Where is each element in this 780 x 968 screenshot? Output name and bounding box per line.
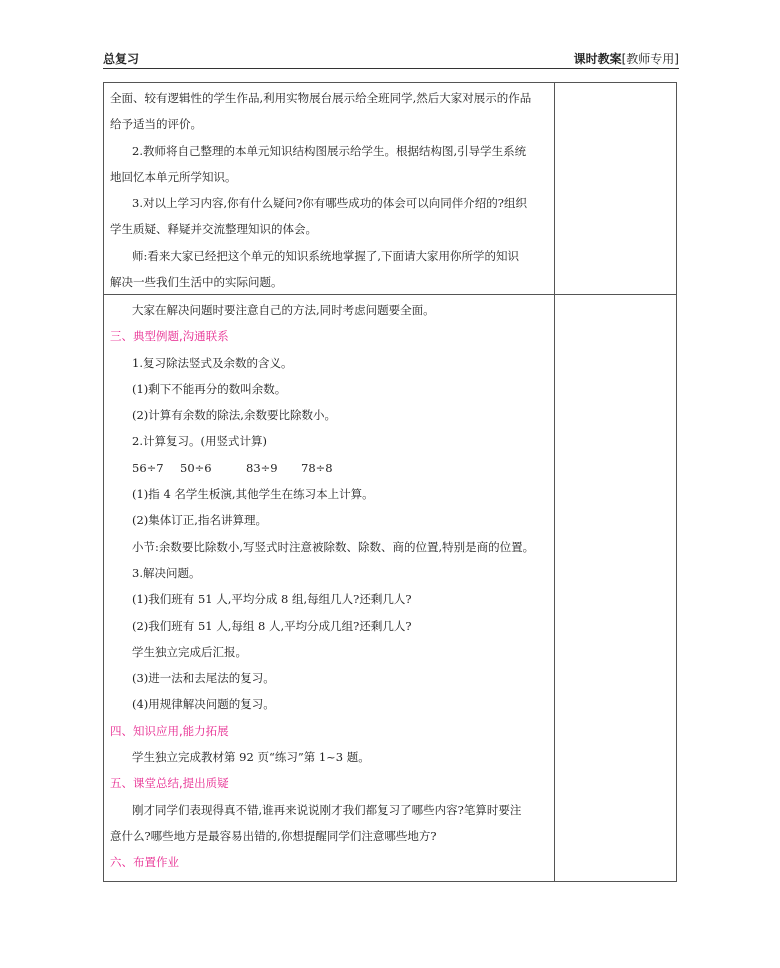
header-right-title [574, 50, 679, 67]
text-line: 3.解决问题。 [132, 565, 201, 580]
text-line: (2)计算有余数的除法,余数要比除数小。 [132, 408, 336, 423]
text-line: (2)集体订正,指名讲算理。 [132, 513, 267, 528]
section-heading-6: 六、布置作业 [110, 855, 179, 870]
calc-item: 56÷7 [132, 460, 164, 475]
text-line: (1)我们班有 51 人,平均分成 8 组,每组几人?还剩几人? [132, 592, 412, 607]
text-line: (3)进一法和去尾法的复习。 [132, 671, 275, 686]
lesson-table [103, 82, 677, 882]
text-line: 学生独立完成后汇报。 [132, 644, 247, 659]
text-line: (4)用规律解决问题的复习。 [132, 697, 275, 712]
header-lesson-plan: 课时教案 [573, 52, 622, 66]
page-header [103, 50, 679, 66]
calc-item: 50÷6 [180, 460, 212, 475]
text-line: 2.计算复习。(用竖式计算) [132, 434, 267, 449]
text-line: 地回忆本单元所学知识。 [110, 169, 237, 184]
text-line: 意什么?哪些地方是最容易出错的,你想提醒同学们注意哪些地方? [110, 828, 437, 843]
text-line: (2)我们班有 51 人,每组 8 人,平均分成几组?还剩几人? [132, 618, 412, 633]
lesson-cell-top [110, 85, 550, 295]
text-line: 1.复习除法竖式及余数的含义。 [132, 355, 293, 370]
summary-line: 小节:余数要比除数小,写竖式时注意被除数、除数、商的位置,特别是商的位置。 [132, 539, 535, 554]
intro-line: 大家在解决问题时要注意自己的方法,同时考虑问题要全面。 [132, 303, 435, 317]
lesson-cell-main [110, 297, 550, 876]
text-line: (1)指 4 名学生板演,其他学生在练习本上计算。 [132, 487, 374, 502]
text-line: 刚才同学们表现得真不错,谁再来说说刚才我们都复习了哪些内容?笔算时要注 [132, 802, 522, 817]
text-line: 学生质疑、释疑并交流整理知识的体会。 [110, 222, 317, 237]
section-heading-3: 三、典型例题,沟通联系 [110, 329, 229, 344]
text-line: (1)剩下不能再分的数叫余数。 [132, 381, 287, 396]
text-line: 给予适当的评价。 [110, 117, 202, 132]
text-line: 2.教师将自己整理的本单元知识结构图展示给学生。根据结构图,引导学生系统 [132, 143, 527, 158]
text-line: 全面、较有逻辑性的学生作品,利用实物展台展示给全班同学,然后大家对展示的作品 [110, 91, 532, 105]
header-left-title: 总复习 [103, 52, 140, 66]
column-divider [554, 83, 555, 881]
text-line: 解决一些我们生活中的实际问题。 [110, 275, 283, 290]
section-heading-4: 四、知识应用,能力拓展 [110, 723, 229, 738]
calc-item: 78÷8 [301, 460, 333, 475]
header-rule [103, 68, 679, 69]
text-line: 学生独立完成教材第 92 页“练习”第 1~3 题。 [132, 750, 370, 765]
calc-item: 83÷9 [246, 460, 278, 475]
text-line: 3.对以上学习内容,你有什么疑问?你有哪些成功的体会可以向同伴介绍的?组织 [132, 196, 527, 211]
section-heading-5: 五、课堂总结,提出质疑 [110, 776, 229, 791]
header-teacher-only: [教师专用] [621, 52, 679, 66]
calc-row [110, 455, 550, 481]
text-line: 师:看来大家已经把这个单元的知识系统地掌握了,下面请大家用你所学的知识 [132, 248, 520, 263]
